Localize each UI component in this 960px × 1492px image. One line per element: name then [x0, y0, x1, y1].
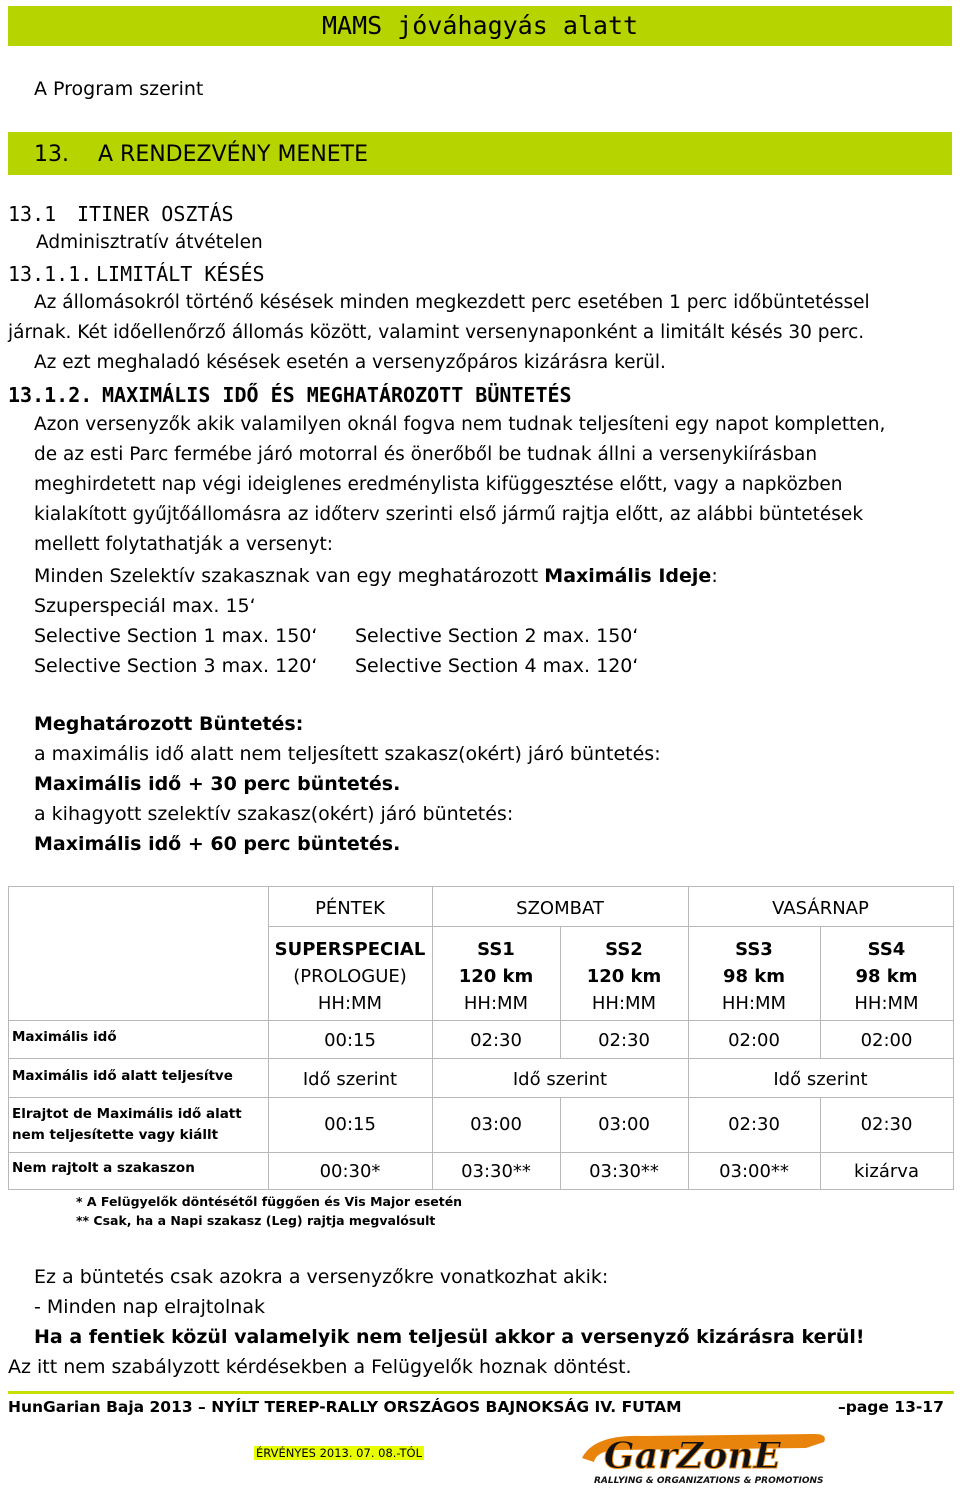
stage-unit: HH:MM [317, 993, 383, 1014]
max-time-line-5: mellett folytathatják a versenyt: [34, 534, 333, 555]
superspecial-max: Szuperspeciál max. 15‘ [34, 595, 256, 617]
footer-divider [8, 1391, 954, 1394]
garzone-logo-graphic [574, 1428, 832, 1488]
section-number: 13. [34, 142, 69, 167]
max-time-line-3: meghirdetett nap végi ideiglenes eredménylista kifüggesztése előtt, vagy a napközben [34, 474, 843, 495]
cell-max-time-superspecial: 00:15 [324, 1030, 376, 1051]
max-time-colon: : [711, 565, 718, 587]
penalty-line-1: a maximális idő alatt nem teljesített szakasz(okért) járó büntetés: [34, 743, 661, 765]
table-border [953, 886, 954, 1190]
stage-unit: HH:MM [591, 993, 657, 1014]
day-header-saturday: SZOMBAT [516, 898, 604, 919]
row-label-line: Elrajtot de Maximális idő alatt [12, 1106, 242, 1122]
footer-event: HunGarian Baja 2013 – NYÍLT TEREP-RALLY ORSZÁGOS BAJNOKSÁG IV. FUTAM [8, 1398, 682, 1416]
footnote-1: * A Felügyelők döntésétől függően és Vis Major esetén [76, 1194, 463, 1209]
limited-delay-line-1: Az állomásokról történő késések minden megkezdett perc esetében 1 perc időbüntetéssel [34, 292, 870, 313]
stage-unit: HH:MM [463, 993, 529, 1014]
closing-line-2: - Minden nap elrajtolnak [34, 1296, 265, 1318]
cell-not-started-ss2: 03:30** [589, 1161, 659, 1182]
stage-sub: 120 km [586, 966, 662, 987]
penalty-heading: Meghatározott Büntetés: [34, 713, 304, 735]
stage-header-ss3 [688, 936, 820, 1017]
row-label-started-not-finished [12, 1104, 242, 1146]
cell-not-started-ss3: 03:00** [719, 1161, 789, 1182]
day-header-friday: PÉNTEK [315, 898, 385, 919]
day-header-sunday: VASÁRNAP [772, 898, 869, 919]
stage-name: SS4 [867, 939, 906, 960]
stage-name: SUPERSPECIAL [274, 939, 426, 960]
stage-header-ss2 [560, 936, 688, 1017]
table-border [8, 886, 954, 887]
stage-sub: 98 km [855, 966, 918, 987]
row-label-completed: Maximális idő alatt teljesítve [12, 1068, 233, 1084]
row-label-max-time: Maximális idő [12, 1029, 117, 1045]
cell-max-time-ss4: 02:00 [860, 1030, 913, 1051]
cell-started-ss1: 03:00 [470, 1114, 522, 1135]
cell-max-time-ss1: 02:30 [470, 1030, 522, 1051]
cell-started-ss2: 03:00 [598, 1114, 650, 1135]
subsection-13-1-1-title: LIMITÁLT KÉSÉS [96, 262, 265, 286]
garzone-logo [574, 1428, 832, 1488]
closing-line-1: Ez a büntetés csak azokra a versenyzőkre vonatkozhat akik: [34, 1266, 609, 1288]
table-border [8, 1020, 954, 1021]
cell-completed-saturday: Idő szerint [512, 1069, 608, 1090]
logo-subtitle: RALLYING & ORGANIZATIONS & PROMOTIONS [594, 1476, 824, 1486]
header-banner: MAMS jóváhagyás alatt [322, 11, 639, 40]
table-border [8, 1097, 954, 1098]
stage-header-ss4 [820, 936, 953, 1017]
max-time-line-2: de az esti Parc fermébe járó motorral és önerőből be tudnak állni a versenykiírásban [34, 444, 818, 465]
table-border [8, 1189, 954, 1190]
row-label-line: nem teljesítette vagy kiállt [12, 1127, 219, 1143]
cell-not-started-ss4: kizárva [854, 1161, 919, 1182]
penalty-line-2-bold: Maximális idő + 60 perc büntetés. [34, 833, 401, 855]
cell-max-time-ss2: 02:30 [598, 1030, 650, 1051]
table-border [8, 886, 9, 1190]
stage-unit: HH:MM [854, 993, 919, 1014]
logo-wordmark: GarZonE [604, 1435, 781, 1477]
stage-name: SS2 [605, 939, 643, 960]
stage-sub: 98 km [722, 966, 786, 987]
stage-header-ss1 [432, 936, 560, 1017]
penalty-line-2: a kihagyott szelektív szakasz(okért) járó büntetés: [34, 803, 514, 825]
stage-name: SS3 [735, 939, 773, 960]
stage-sub: (PROLOGUE) [293, 966, 407, 987]
max-time-intro-line [34, 565, 718, 587]
subsection-13-1-number: 13.1 [8, 202, 57, 226]
cell-started-ss4: 02:30 [860, 1114, 913, 1135]
max-time-line-4: kialakított gyűjtőállomásra az időterv szerinti első jármű rajtja előtt, az alábbi büntetések [34, 504, 864, 525]
row-label-not-started: Nem rajtolt a szakaszon [12, 1160, 195, 1176]
max-time-bold: Maximális Ideje [544, 565, 712, 587]
selective-section-4-max: Selective Section 4 max. 120‘ [355, 655, 639, 677]
max-time-line-1: Azon versenyzők akik valamilyen oknál fogva nem tudnak teljesíteni egy napot kompletten, [34, 414, 886, 435]
penalty-line-1-bold: Maximális idő + 30 perc büntetés. [34, 773, 401, 795]
table-border [268, 926, 954, 927]
cell-not-started-superspecial: 00:30* [319, 1161, 381, 1182]
validity-date: ÉRVÉNYES 2013. 07. 08.-TÓL [256, 1446, 422, 1460]
selective-section-1-max: Selective Section 1 max. 150‘ [34, 625, 318, 647]
cell-completed-friday: Idő szerint [302, 1069, 398, 1090]
table-border [8, 1058, 954, 1059]
stage-name: SS1 [477, 939, 515, 960]
stage-unit: HH:MM [721, 993, 787, 1014]
cell-started-ss3: 02:30 [728, 1114, 780, 1135]
closing-line-3: Ha a fentiek közül valamelyik nem teljesül akkor a versenyző kizárásra kerül! [34, 1326, 865, 1348]
selective-section-3-max: Selective Section 3 max. 120‘ [34, 655, 318, 677]
limited-delay-line-2: járnak. Két időellenőrző állomás között, valamint versenynaponként a limitált késés 30 perc. [8, 322, 865, 343]
cell-completed-sunday: Idő szerint [773, 1069, 868, 1090]
cell-started-superspecial: 00:15 [324, 1114, 376, 1135]
cell-max-time-ss3: 02:00 [728, 1030, 780, 1051]
subsection-13-1-2-number: 13.1.2. [8, 383, 93, 407]
subsection-13-1-2-title: MAXIMÁLIS IDŐ ÉS MEGHATÁROZOTT BÜNTETÉS [102, 383, 572, 407]
footer-page-number: –page 13-17 [838, 1398, 944, 1416]
subsection-13-1-1-number: 13.1.1. [8, 262, 93, 286]
table-border [8, 1152, 954, 1153]
selective-section-2-max: Selective Section 2 max. 150‘ [355, 625, 639, 647]
limited-delay-line-3: Az ezt meghaladó késések esetén a versenyzőpáros kizárásra kerül. [34, 352, 666, 373]
closing-line-4: Az itt nem szabályzott kérdésekben a Felügyelők hoznak döntést. [8, 1356, 632, 1378]
footnote-2: ** Csak, ha a Napi szakasz (Leg) rajtja megvalósult [76, 1213, 436, 1228]
subsection-13-1-text: Adminisztratív átvételen [36, 232, 263, 253]
max-time-intro: Minden Szelektív szakasznak van egy meghatározott [34, 565, 545, 587]
stage-sub: 120 km [458, 966, 534, 987]
section-title: A RENDEZVÉNY MENETE [98, 142, 369, 167]
subsection-13-1-title: ITINER OSZTÁS [77, 202, 234, 226]
stage-header-superspecial [268, 936, 432, 1017]
program-note: A Program szerint [34, 78, 204, 100]
cell-not-started-ss1: 03:30** [461, 1161, 531, 1182]
